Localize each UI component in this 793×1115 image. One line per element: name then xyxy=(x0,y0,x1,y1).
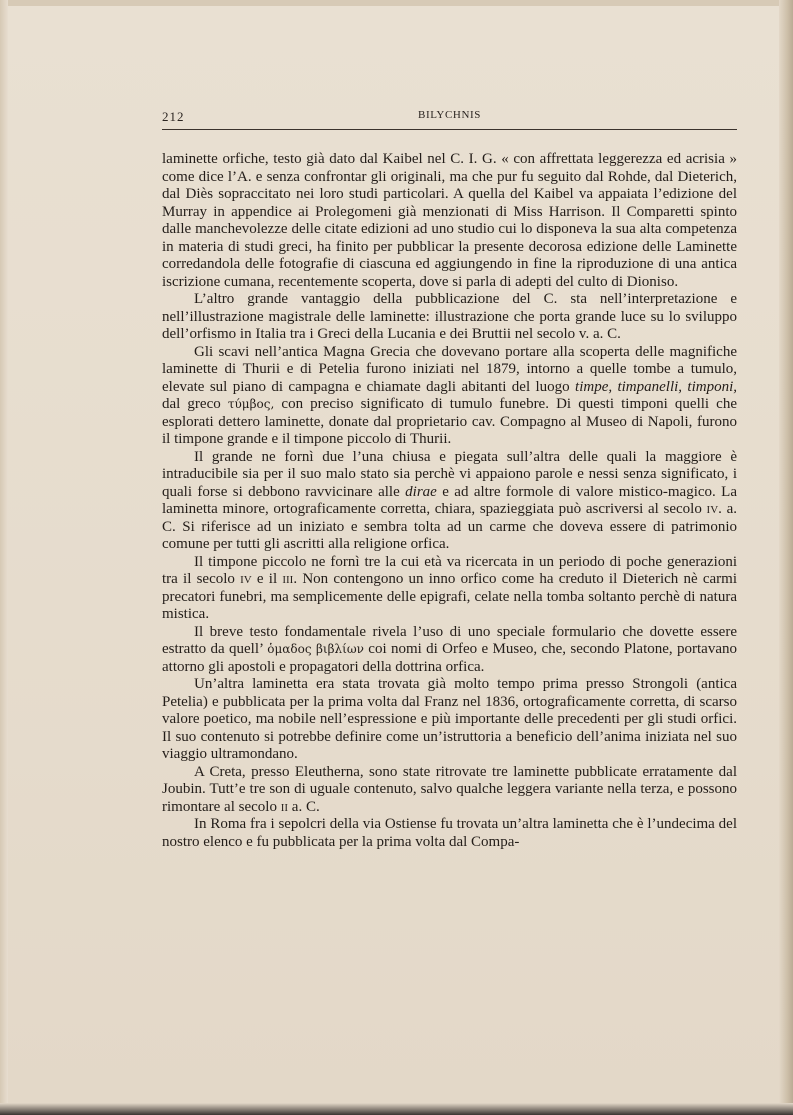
header-rule xyxy=(162,129,737,130)
text-run: . a. C. Si riferisce ad un iniziato e sembra tolta ad un carme che doveva essere di patrimonio comune per tutti gli ascritti alla religione orfica. xyxy=(162,501,737,552)
paragraph: L’altro grande vantaggio della pubblicazione del C. sta nell’interpretazione e nell’illustrazione magistrale delle laminette: illustrazione che porta grande luce su lo sviluppo dell’orfismo in Italia tra i Greci della Lucania e dei Bruttii nel secolo v. a. C. xyxy=(162,291,737,342)
text-run: Il breve testo fondamentale rivela l’uso di uno speciale formulario che dovette essere estratto da quell’ xyxy=(162,623,737,657)
text-run: a. C. xyxy=(288,798,320,815)
italic-run: timpe, timpanelli, timponi, xyxy=(575,378,737,395)
paragraph xyxy=(162,344,737,449)
paragraph xyxy=(162,449,737,554)
text-run: con preciso significato di tumulo funebre. Di questi timponi quelli che esplorati dettero laminette, donate dal proprietario cav. Compagno al Museo di Napoli, furono il timpone grande e il timpone piccolo di Thurii. xyxy=(162,396,737,447)
text-run: . Non contengono un inno orfico come ha creduto il Dieterich nè carmi precatori funebri, ma semplicemente delle epigrafi, celate nella tomba soltanto perchè di natura mistica. xyxy=(162,571,737,622)
text-run: coi nomi di Orfeo e Museo, che, secondo Platone, portavano attorno gli apostoli e propagatori della dottrina orfica. xyxy=(162,641,737,675)
text-run: Il timpone piccolo ne fornì tre la cui età va ricercata in un periodo di poche generazioni tra il secolo xyxy=(162,553,737,587)
text-run: A Creta, presso Eleutherna, sono state ritrovate tre laminette pubblicate erratamente dal Joubin. Tutt’e tre son di uguale contenuto, salvo qualche leggera variante nella terza, e possono rimontare al secolo xyxy=(162,763,737,815)
smallcaps-run: iii xyxy=(282,571,294,587)
smallcaps-run: ii xyxy=(280,798,289,815)
paragraph xyxy=(162,764,737,817)
paragraph xyxy=(162,554,737,624)
page-number: 212 xyxy=(162,109,185,124)
page-left-edge xyxy=(0,0,8,1115)
text-run: Il grande ne fornì due l’una chiusa e piegata sull’altra delle quali la maggiore è intraducibile sia per il suo malo stato sia perchè vi appaiono parole e nessi senza significato, i quali forse si debbono ravvicinare alle xyxy=(162,448,737,500)
text-run: Gli scavi nell’antica Magna Grecia che dovevano portare alla scoperta delle magnifiche laminette di Thurii e di Petelia furono iniziati nel 1879, intorno a quelle tombe a tumulo, elevate sul piano di campagna e chiamate dagli abitanti del luogo xyxy=(162,343,737,395)
italic-run: dirae xyxy=(405,483,437,500)
text-run: e ad altre formole di valore mistico-magico. La laminetta minore, ortograficamente corretta, chiara, spazieggiata può ascriversi al secolo xyxy=(162,483,737,517)
greek-run: ὁμαδος βιβλίων xyxy=(267,642,364,656)
page-top-edge xyxy=(0,0,793,6)
smallcaps-run: iv xyxy=(240,571,252,587)
greek-run: τύμβος, xyxy=(227,397,275,411)
paragraph: laminette orfiche, testo già dato dal Kaibel nel C. I. G. « con affrettata leggerezza ed acrisia » come dice l’A. e senza confrontar gli originali, ma che pur fu seguito dal Rohde, dal Dieterich, dal Diès sopraccitato nei loro studi particolari. A quella del Kaibel va appaiata l’edizione del Murray in appendice ai Prolegomeni già menzionati di Miss Harrison. Il Comparetti spinto dalle manchevolezze delle citate edizioni ad uno studio cui lo disponeva la sua alta competenza in materia di studi greci, ha finito per pubblicar la presente decorosa edizione delle Laminette corredandola delle fotografie di ciascuna ed aggiungendo in fine la riproduzione di una antica iscrizione cumana, recentemente scoperta, dove si parla di adepti del culto di Dioniso. xyxy=(162,151,737,290)
paragraph xyxy=(162,624,737,677)
page-header xyxy=(162,109,737,129)
body-text xyxy=(162,151,737,851)
text-run: e il xyxy=(251,571,283,587)
running-head: BILYCHNIS xyxy=(418,109,481,121)
page-bottom-edge xyxy=(0,1103,793,1115)
text-run: dal greco xyxy=(162,396,228,412)
smallcaps-run: iv xyxy=(706,501,719,517)
page-right-edge xyxy=(779,0,793,1115)
paragraph: In Roma fra i sepolcri della via Ostiense fu trovata un’altra laminetta che è l’undecima del nostro elenco e fu pubblicata per la prima volta dal Compa- xyxy=(162,816,737,850)
paragraph: Un’altra laminetta era stata trovata già molto tempo prima presso Strongoli (antica Petelia) e pubblicata per la prima volta dal Franz nel 1836, ortograficamente corretta, di scarso valore poetico, ma nobile nell’espressione e più importante delle precedenti per gli studi orfici. Il suo contenuto si potrebbe definire come un’istruttoria a beneficio dell’anima iniziata nel suo viaggio ultramondano. xyxy=(162,676,737,762)
